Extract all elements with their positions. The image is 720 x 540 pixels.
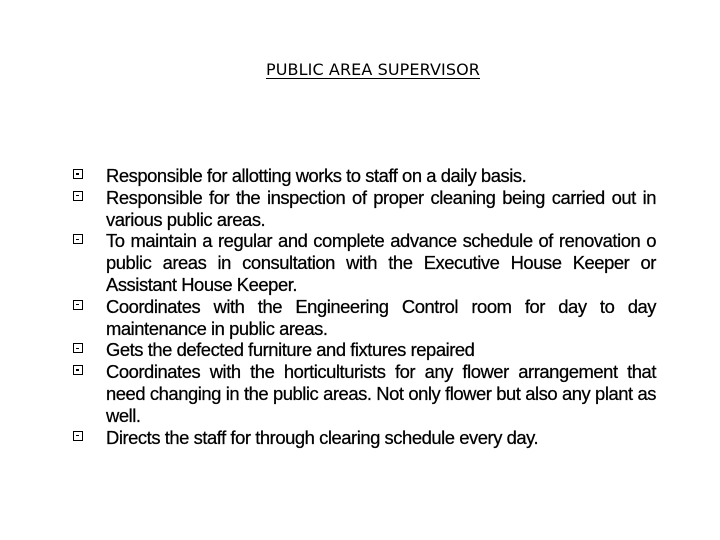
boxed-bullet-icon: [73, 365, 83, 375]
boxed-bullet-icon: [73, 169, 83, 179]
list-item-text: To maintain a regular and complete advance schedule of renovation o public areas in consultation with the Executive House Keeper or Assistant House Keeper.: [106, 230, 656, 295]
list-item: [70, 339, 656, 361]
list-item-text: Coordinates with the Engineering Control room for day to day maintenance in public areas.: [106, 295, 656, 339]
boxed-bullet-icon: [73, 431, 83, 441]
boxed-bullet-icon: [73, 191, 83, 201]
list-item-text: Responsible for allotting works to staff on a daily basis.: [106, 165, 527, 186]
boxed-bullet-icon: [73, 234, 83, 244]
list-item: [70, 361, 656, 426]
boxed-bullet-icon: [73, 343, 83, 353]
list-item: [70, 427, 656, 449]
list-item: [70, 296, 656, 340]
list-item: [70, 187, 656, 231]
list-item: [70, 165, 656, 187]
boxed-bullet-icon: [73, 300, 83, 310]
list-item-text: Coordinates with the horticulturists for any flower arrangement that need changing in the public areas. Not only flower but also any plant as well.: [106, 361, 656, 426]
page-title: PUBLIC AREA SUPERVISOR: [265, 60, 481, 79]
list-item-text: Gets the defected furniture and fixtures repaired: [106, 339, 475, 361]
list-item-text: Responsible for the inspection of proper cleaning being carried out in various public areas.: [106, 186, 656, 230]
bullet-list: [70, 165, 656, 448]
list-item-text: Directs the staff for through clearing schedule every day.: [106, 426, 539, 448]
list-item: [70, 230, 656, 295]
